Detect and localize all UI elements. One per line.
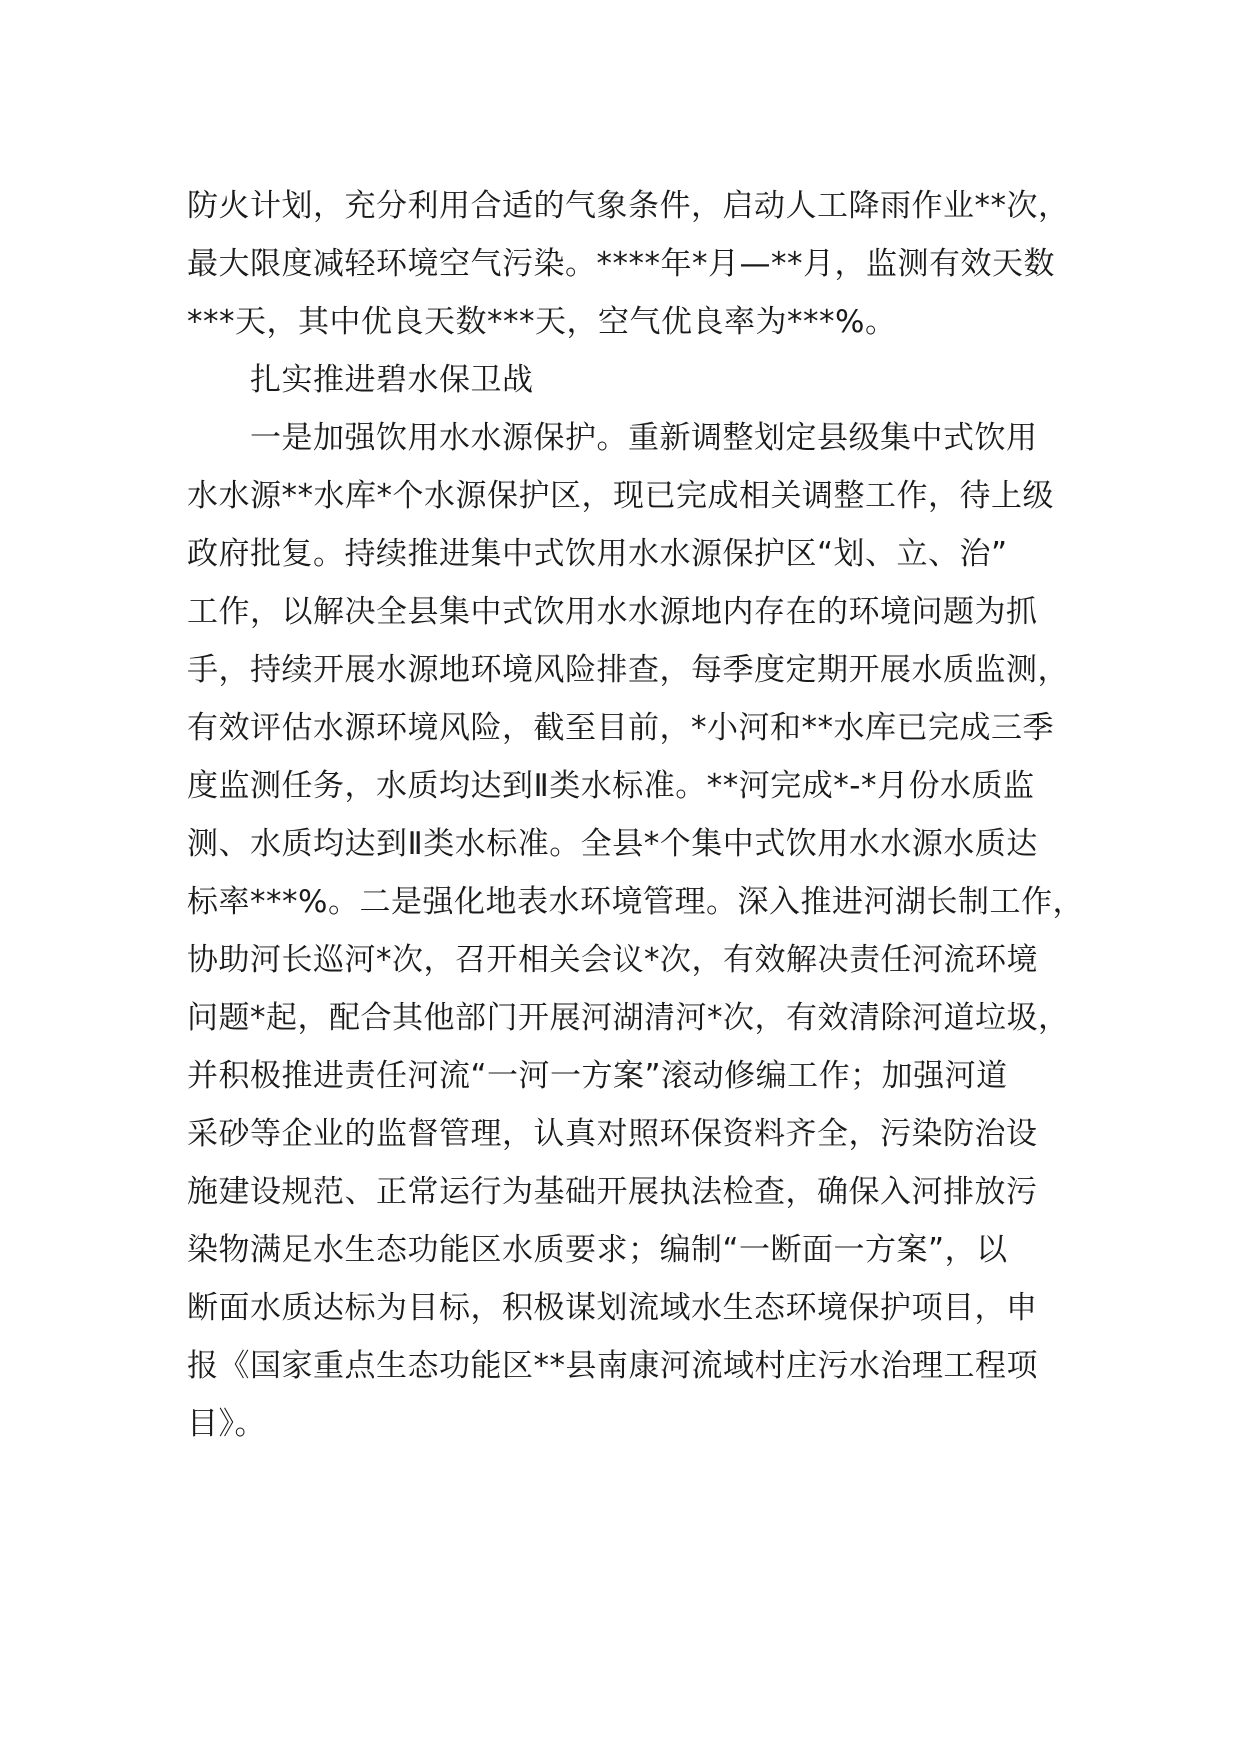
section-heading: 扎实推进碧水保卫战 xyxy=(250,362,534,398)
text-line: 报《国家重点生态功能区**县南康河流域村庄污水治理工程项 xyxy=(187,1348,1038,1384)
text-line: 最大限度减轻环境空气污染。****年*月—**月，监测有效天数 xyxy=(187,246,1055,282)
text-line: ***天，其中优良天数***天，空气优良率为***%。 xyxy=(187,304,897,340)
text-line: 断面水质达标为目标，积极谋划流域水生态环境保护项目，申 xyxy=(187,1290,1038,1326)
text-line: 防火计划，充分利用合适的气象条件，启动人工降雨作业**次， xyxy=(187,188,1070,224)
text-line: 染物满足水生态功能区水质要求；编制“一断面一方案”，以 xyxy=(187,1232,1008,1268)
text-line: 问题*起，配合其他部门开展河湖清河*次，有效清除河道垃圾， xyxy=(187,1000,1070,1036)
text-line: 度监测任务，水质均达到Ⅱ类水标准。**河完成*-*月份水质监 xyxy=(187,768,1035,804)
text-line: 协助河长巡河*次，召开相关会议*次，有效解决责任河流环境 xyxy=(187,942,1038,978)
text-line: 目》。 xyxy=(187,1406,266,1442)
text-line: 政府批复。持续推进集中式饮用水水源保护区“划、立、治” xyxy=(187,536,1008,572)
text-line: 标率***%。二是强化地表水环境管理。深入推进河湖长制工作， xyxy=(187,884,1084,920)
text-line: 测、水质均达到Ⅱ类水标准。全县*个集中式饮用水水源水质达 xyxy=(187,826,1038,862)
text-line: 水水源**水库*个水源保护区，现已完成相关调整工作，待上级 xyxy=(187,478,1054,514)
text-line: 工作，以解决全县集中式饮用水水源地内存在的环境问题为抓 xyxy=(187,594,1038,630)
text-line: 施建设规范、正常运行为基础开展执法检查，确保入河排放污 xyxy=(187,1174,1038,1210)
text-line: 一是加强饮用水水源保护。重新调整划定县级集中式饮用 xyxy=(250,420,1038,456)
text-line: 有效评估水源环境风险，截至目前，*小河和**水库已完成三季 xyxy=(187,710,1054,746)
text-line: 采砂等企业的监督管理，认真对照环保资料齐全，污染防治设 xyxy=(187,1116,1038,1152)
text-line: 手，持续开展水源地环境风险排查，每季度定期开展水质监测， xyxy=(187,652,1069,688)
text-line: 并积极推进责任河流“一河一方案”滚动修编工作；加强河道 xyxy=(187,1058,1008,1094)
